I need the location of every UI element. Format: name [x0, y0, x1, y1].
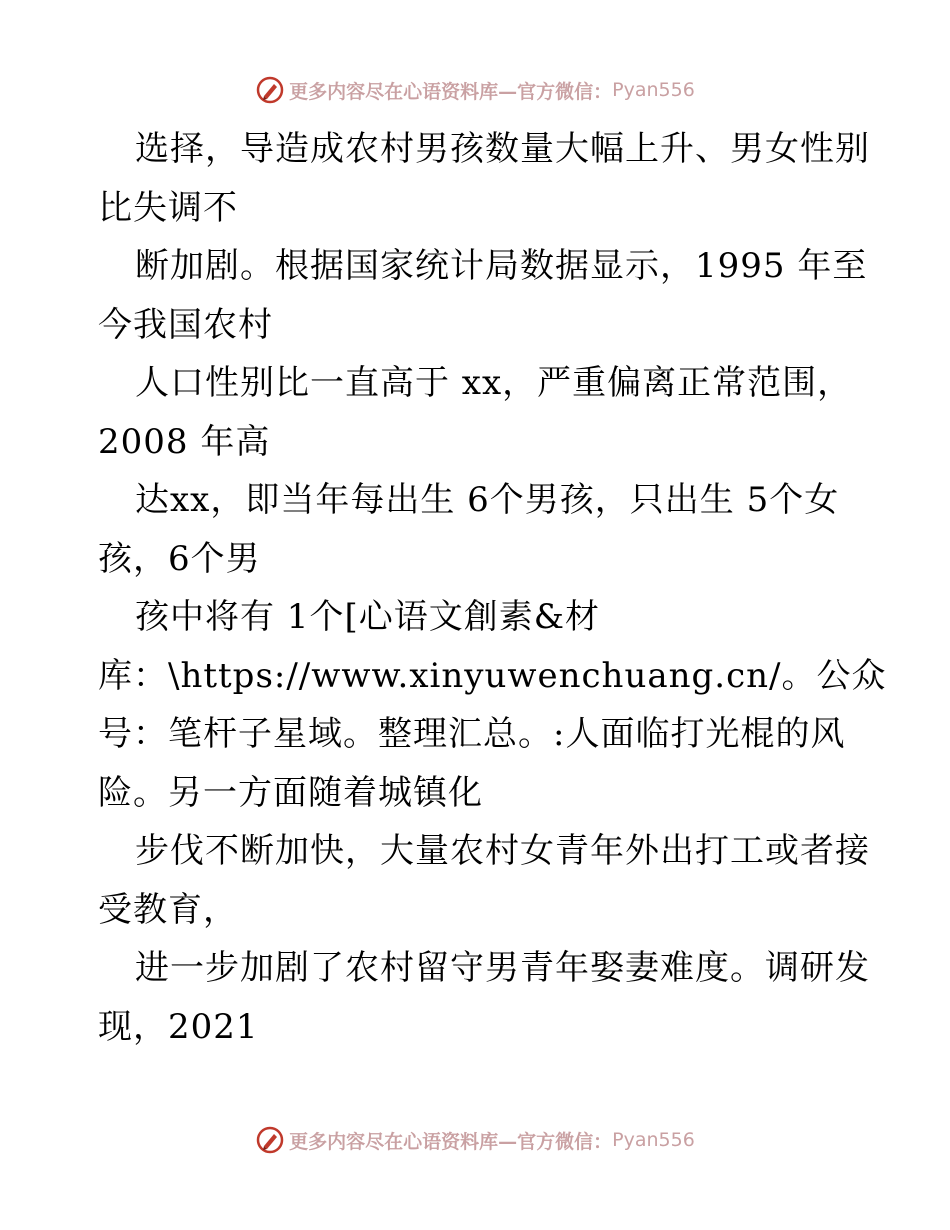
text-line: 孩中将有 1个[心语文創素&材 — [135, 597, 600, 637]
text-line: 险。另一方面随着城镇化 — [98, 772, 483, 813]
text-line: 进一步加剧了农村留守男青年娶妻难度。调研发 — [135, 948, 870, 988]
footer-banner-text: 更多内容尽在心语资料库—官方微信： — [289, 1130, 613, 1153]
text-line: 现，2021 — [98, 1006, 259, 1047]
footer-banner — [0, 1120, 950, 1160]
document-body — [98, 120, 887, 1056]
text-line: 2008 年高 — [98, 421, 271, 462]
pen-logo-icon — [255, 1125, 285, 1155]
text-line: 达xx，即当年每出生 6个男孩，只出生 5个女 — [135, 480, 840, 520]
header-banner — [0, 70, 950, 110]
pen-logo-icon — [255, 75, 285, 105]
text-line: 号：笔杆子星域。整理汇总。:人面临打光棍的风 — [98, 714, 846, 754]
text-line: 断加剧。根据国家统计局数据显示，1995 年至 — [135, 246, 868, 286]
text-line: 库：\https://www.xinyuwenchuang.cn/。公众 — [98, 655, 887, 696]
text-line: 受教育， — [98, 889, 238, 930]
text-line: 今我国农村 — [98, 304, 273, 345]
footer-banner-wechat: Pyan556 — [612, 1129, 695, 1151]
text-line: 人口性别比一直高于 xx，严重偏离正常范围， — [135, 363, 853, 403]
text-line: 孩，6个男 — [98, 538, 261, 579]
header-banner-wechat: Pyan556 — [612, 79, 695, 101]
text-line: 选择，导造成农村男孩数量大幅上升、男女性别 — [135, 129, 870, 169]
text-line: 步伐不断加快，大量农村女青年外出打工或者接 — [135, 831, 870, 871]
text-line: 比失调不 — [98, 187, 238, 228]
header-banner-text: 更多内容尽在心语资料库—官方微信： — [289, 80, 613, 103]
